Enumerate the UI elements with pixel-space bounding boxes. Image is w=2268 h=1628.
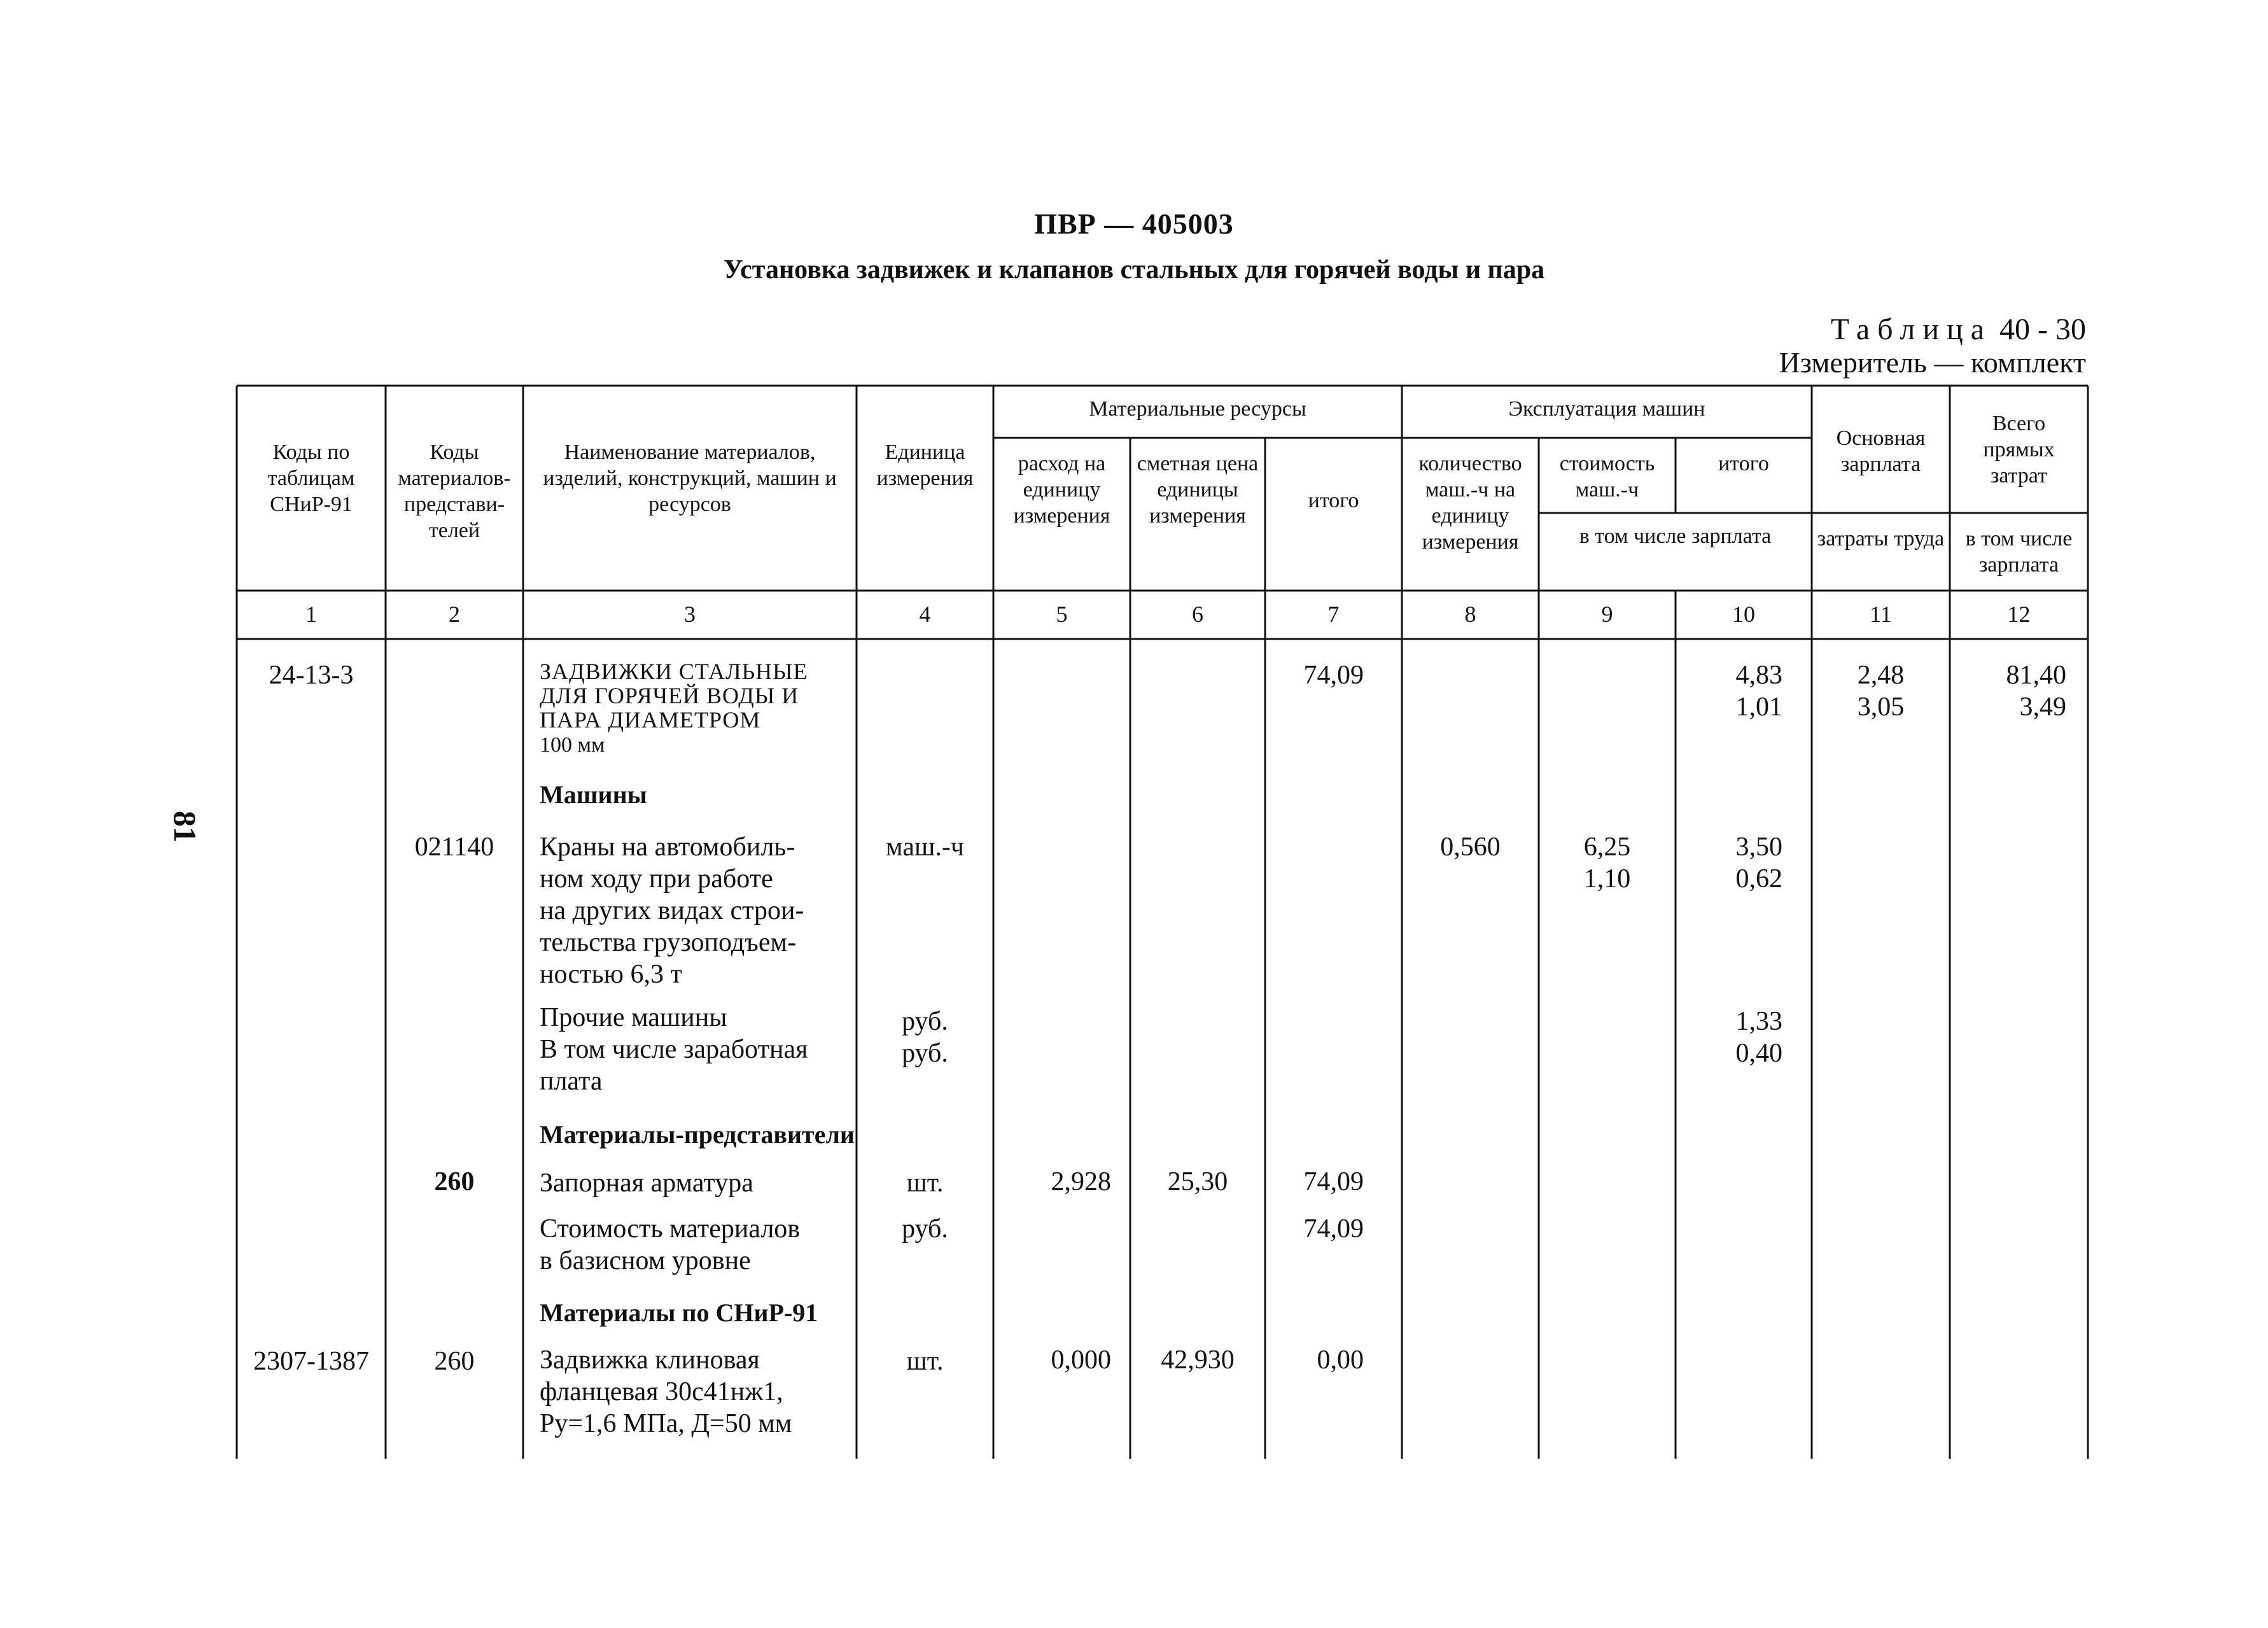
- section-machines: Машины: [540, 780, 647, 809]
- valves-consumption: 2,928: [1051, 1167, 1111, 1196]
- main-code: 24-13-3: [269, 661, 354, 690]
- header-machine-hour-cost: стоимость маш.-ч: [1559, 452, 1655, 502]
- header-consumption: расход на единицу измерения: [1013, 452, 1110, 528]
- column-number: 4: [919, 601, 931, 627]
- header-material-name: Наименование материалов, изделий, конструкций, машин и ресурсов: [543, 440, 837, 516]
- crane-unit: маш.-ч: [886, 832, 964, 862]
- main-name-line: ДЛЯ ГОРЯЧЕЙ ВОДЫ И: [540, 683, 799, 708]
- cost-name-line: Стоимость материалов: [540, 1214, 801, 1244]
- main-name-line: ЗАДВИЖКИ СТАЛЬНЫЕ: [540, 659, 808, 684]
- cost-unit: руб.: [902, 1214, 948, 1244]
- header-labor-costs: затраты труда: [1817, 527, 1945, 551]
- valves-code: 260: [434, 1167, 475, 1196]
- crane-name-line: Краны на автомобиль-: [540, 832, 795, 862]
- crane-name-line: тельства грузоподъем-: [540, 928, 797, 957]
- crane-name-line: ном ходу при работе: [540, 864, 773, 894]
- table-label: Таблица: [1830, 312, 1992, 346]
- wedge-name-line: Ру=1,6 МПа, Д=50 мм: [540, 1409, 792, 1438]
- other-machines-total: 1,33: [1735, 1007, 1782, 1036]
- document-subtitle: Установка задвижек и клапанов стальных для горячей воды и пара: [723, 255, 1545, 284]
- other-machines-wages: 0,40: [1735, 1039, 1782, 1068]
- wedge-name-line: фланцевая 30с41нж1,: [540, 1377, 783, 1407]
- column-number: 7: [1327, 601, 1340, 627]
- column-number: 12: [2007, 601, 2031, 627]
- column-number: 1: [305, 601, 317, 627]
- valves-name: Запорная арматура: [540, 1168, 753, 1198]
- valves-price: 25,30: [1167, 1167, 1228, 1196]
- header-materials-total: итого: [1308, 489, 1359, 512]
- column-number: 6: [1192, 601, 1203, 627]
- column-number: 10: [1732, 601, 1755, 627]
- header-machine-hours: количество маш.-ч на единицу измерения: [1418, 452, 1522, 554]
- column-number: 8: [1464, 601, 1476, 627]
- column-number: 2: [449, 601, 460, 627]
- main-machines-wages: 1,01: [1735, 692, 1782, 722]
- column-number: 3: [684, 601, 696, 627]
- cost-total: 74,09: [1303, 1214, 1364, 1244]
- crane-name-line: на других видах строи-: [540, 896, 804, 925]
- header-unit: Единица измерения: [876, 440, 974, 490]
- wedge-rep-code: 260: [434, 1347, 475, 1376]
- main-machines-total: 4,83: [1735, 661, 1782, 690]
- wedge-consumption: 0,000: [1051, 1345, 1111, 1375]
- other-machines-wage-unit: руб.: [902, 1039, 948, 1068]
- wedge-price: 42,930: [1161, 1345, 1235, 1375]
- wedge-unit: шт.: [906, 1347, 944, 1376]
- column-number: 11: [1870, 601, 1892, 627]
- main-name-line: 100 мм: [540, 733, 605, 757]
- crane-name-line: ностью 6,3 т: [540, 960, 682, 989]
- header-material-resources: Материальные ресурсы: [1089, 397, 1306, 421]
- section-representative-materials: Материалы-представители: [540, 1120, 855, 1149]
- header-machine-operation: Эксплуатация машин: [1508, 397, 1705, 421]
- valves-unit: шт.: [906, 1168, 944, 1198]
- cost-name-line: в базисном уровне: [540, 1246, 751, 1275]
- header-codes-snir: Коды по таблицам СНиР-91: [267, 440, 355, 516]
- main-labor-costs: 3,05: [1857, 692, 1905, 722]
- other-machines-line: плата: [540, 1067, 603, 1096]
- section-snir-materials: Материалы по СНиР-91: [540, 1298, 818, 1327]
- header-including-wages: в том числе зарплата: [1579, 524, 1772, 548]
- crane-hour-cost: 6,25: [1583, 832, 1631, 862]
- column-number: 9: [1601, 601, 1613, 627]
- crane-code: 021140: [414, 832, 494, 862]
- header-total-incl-wages: в том числе зарплата: [1965, 527, 2073, 577]
- header-codes-representatives: Коды материалов-представи-телей: [398, 440, 511, 542]
- main-materials-total: 74,09: [1303, 661, 1364, 690]
- column-number: 5: [1056, 601, 1068, 627]
- crane-machines-total: 3,50: [1735, 832, 1782, 862]
- crane-hour-wages: 1,10: [1583, 864, 1631, 894]
- measurement-unit-line: Измеритель — комплект: [1779, 346, 2086, 379]
- main-total-wages: 3,49: [2019, 692, 2066, 722]
- header-base-wages: Основная зарплата: [1836, 426, 1926, 476]
- table-number-value: 40 - 30: [1999, 312, 2086, 346]
- crane-machine-hours: 0,560: [1440, 832, 1501, 862]
- main-total-direct: 81,40: [2006, 661, 2066, 690]
- header-estimated-price: сметная цена единицы измерения: [1137, 452, 1259, 528]
- other-machines-line: Прочие машины: [540, 1003, 727, 1032]
- page-number: 81: [167, 811, 203, 843]
- other-machines-line: В том числе заработная: [540, 1035, 808, 1064]
- main-name-line: ПАРА ДИАМЕТРОМ: [540, 707, 761, 733]
- valves-total: 74,09: [1303, 1167, 1364, 1196]
- wedge-name-line: Задвижка клиновая: [540, 1345, 760, 1375]
- wedge-total: 0,00: [1317, 1345, 1364, 1375]
- wedge-snir-code: 2307-1387: [253, 1347, 369, 1376]
- other-machines-unit: руб.: [902, 1007, 948, 1036]
- header-machines-total: итого: [1718, 452, 1769, 475]
- header-total-direct-costs: Всего прямых затрат: [1983, 412, 2055, 488]
- main-base-wages: 2,48: [1857, 661, 1905, 690]
- document-code-title: ПВР — 405003: [1034, 207, 1234, 240]
- crane-machines-wages: 0,62: [1735, 864, 1782, 894]
